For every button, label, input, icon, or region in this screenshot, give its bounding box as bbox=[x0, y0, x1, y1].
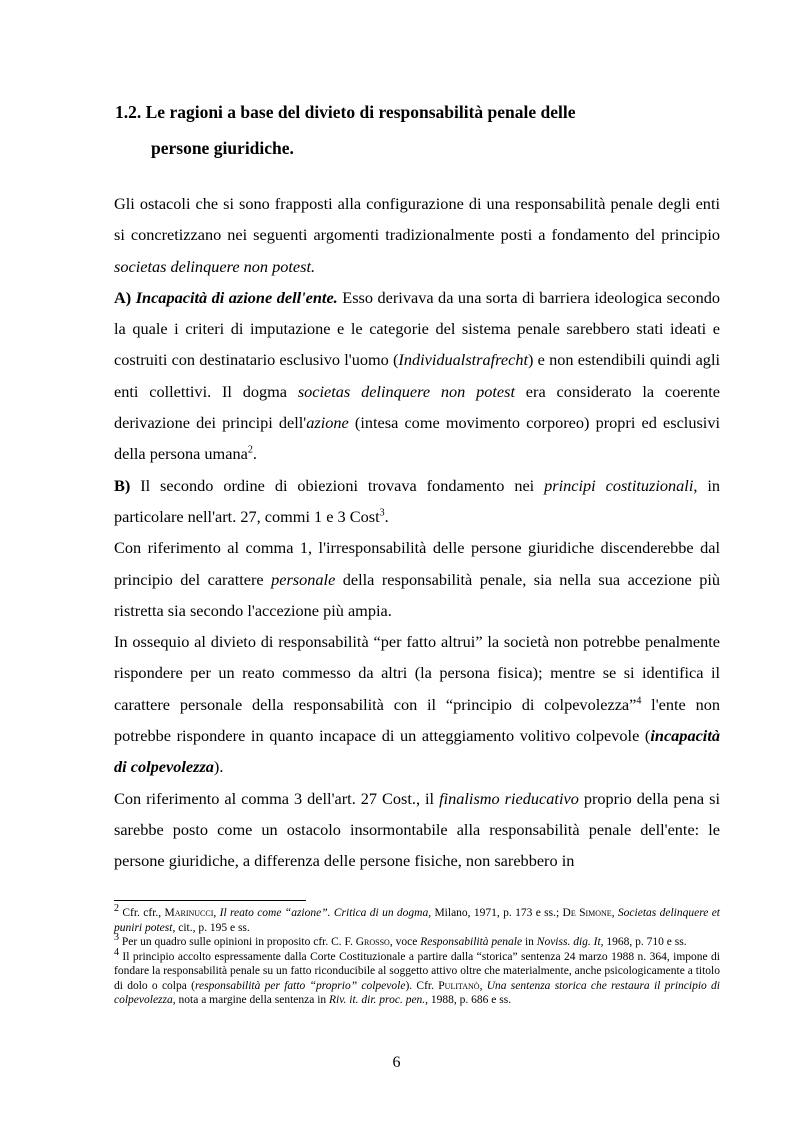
paragraph-point-b: B) Il secondo ordine di obiezioni trovava fondamento nei principi costituzionali, in particolare nell'art. 27, commi 1 e 3 Cost$^3$. bbox=[114, 475, 720, 526]
point-a-title: Incapacità di azione dell'ente. bbox=[135, 287, 338, 307]
paragraph-intro: Gli ostacoli che si sono frapposti alla configurazione di una responsabilità penale degli enti si concretizzano nei seguenti argomenti tradizionalmente posti a fondamento del principio societas delinquere non potest. bbox=[114, 194, 720, 276]
footnote-ref-4[interactable]: 4 bbox=[636, 695, 642, 707]
footnote-3: $^3$ Per un quadro sulle opinioni in proposito cfr. C. F. Grosso, voce Responsabilità penale in Noviss. dig. It, 1968, p. 710 e ss. bbox=[114, 932, 687, 948]
heading-line2: persone giuridiche. bbox=[151, 138, 294, 158]
footnote-2: $^2$ Cfr. cfr., Marinucci, Il reato come “azione”. Critica di un dogma, Milano, 1971, p. 173 e ss.; De Simone, Societas delinquere et puniri potest, cit., p. 195 e ss. bbox=[114, 903, 720, 934]
paragraph-point-a: A) Incapacità di azione dell'ente. Esso derivava da una sorta di barriera ideologica secondo la quale i criteri di imputazione e le categorie del sistema penale sarebbero stati ideati e costruiti con destinatario esclusivo l'uomo (Individualstrafrecht) e non estendibili quindi agli enti collettivi. Il dogma societas delinquere non potest era considerato la coerente derivazione dei principi dell'azione (intesa come movimento corporeo) propri ed esclusivi della persona umana$^2$. bbox=[114, 287, 720, 464]
point-a-label: A) bbox=[114, 287, 132, 307]
heading-number: 1.2. bbox=[115, 102, 142, 122]
section-heading bbox=[115, 94, 735, 166]
paragraph-comma-3: Con riferimento al comma 3 dell'art. 27 Cost., il finalismo rieducativo proprio della pena si sarebbe posto come un ostacolo insormontabile alla responsabilità penale dell'ente: le persone giuridiche, a differenza delle persone fisiche, non sarebbero in bbox=[114, 788, 720, 871]
footnote-ref-2[interactable]: 2 bbox=[247, 444, 253, 456]
footnote-4: $^4$ Il principio accolto espressamente dalla Corte Costituzionale a partire dalla “storica” sentenza 24 marzo 1988 n. 364, impone di fondare la responsabilità penale su un fatto riconducibile al soggetto attivo oltre che materialmente, anche psicologicamente a titolo di dolo o colpa (responsabilità per fatto “proprio” colpevole). Cfr. Pulitanò, Una sentenza storica che restaura il principio di colpevolezza, nota a margine della sentenza in Riv. it. dir. proc. pen., 1988, p. 686 e ss. bbox=[114, 946, 721, 1006]
page-number: 6 bbox=[392, 1054, 401, 1071]
point-b-label: B) bbox=[114, 475, 131, 495]
body-text bbox=[114, 188, 720, 877]
footnote-ref-3[interactable]: 3 bbox=[379, 507, 385, 519]
footnote-separator bbox=[114, 900, 306, 901]
footnotes bbox=[114, 903, 721, 1008]
paragraph-comma-1: Con riferimento al comma 1, l'irresponsabilità delle persone giuridiche discenderebbe dal principio del carattere personale della responsabilità penale, sia nella sua accezione più ristretta sia secondo l'accezione più ampia. bbox=[114, 538, 720, 620]
paragraph-fatto-altrui: In ossequio al divieto di responsabilità “per fatto altrui” la società non potrebbe penalmente rispondere per un reato commesso da altri (la persona fisica); mentre se si identifica il carattere personale della responsabilità con il “principio di colpevolezza”$^4$ l'ente non potrebbe rispondere in quanto incapace di un atteggiamento volitivo colpevole (incapacità di colpevolezza). bbox=[114, 632, 720, 777]
heading-line1: Le ragioni a base del divieto di responsabilità penale delle bbox=[145, 102, 576, 122]
